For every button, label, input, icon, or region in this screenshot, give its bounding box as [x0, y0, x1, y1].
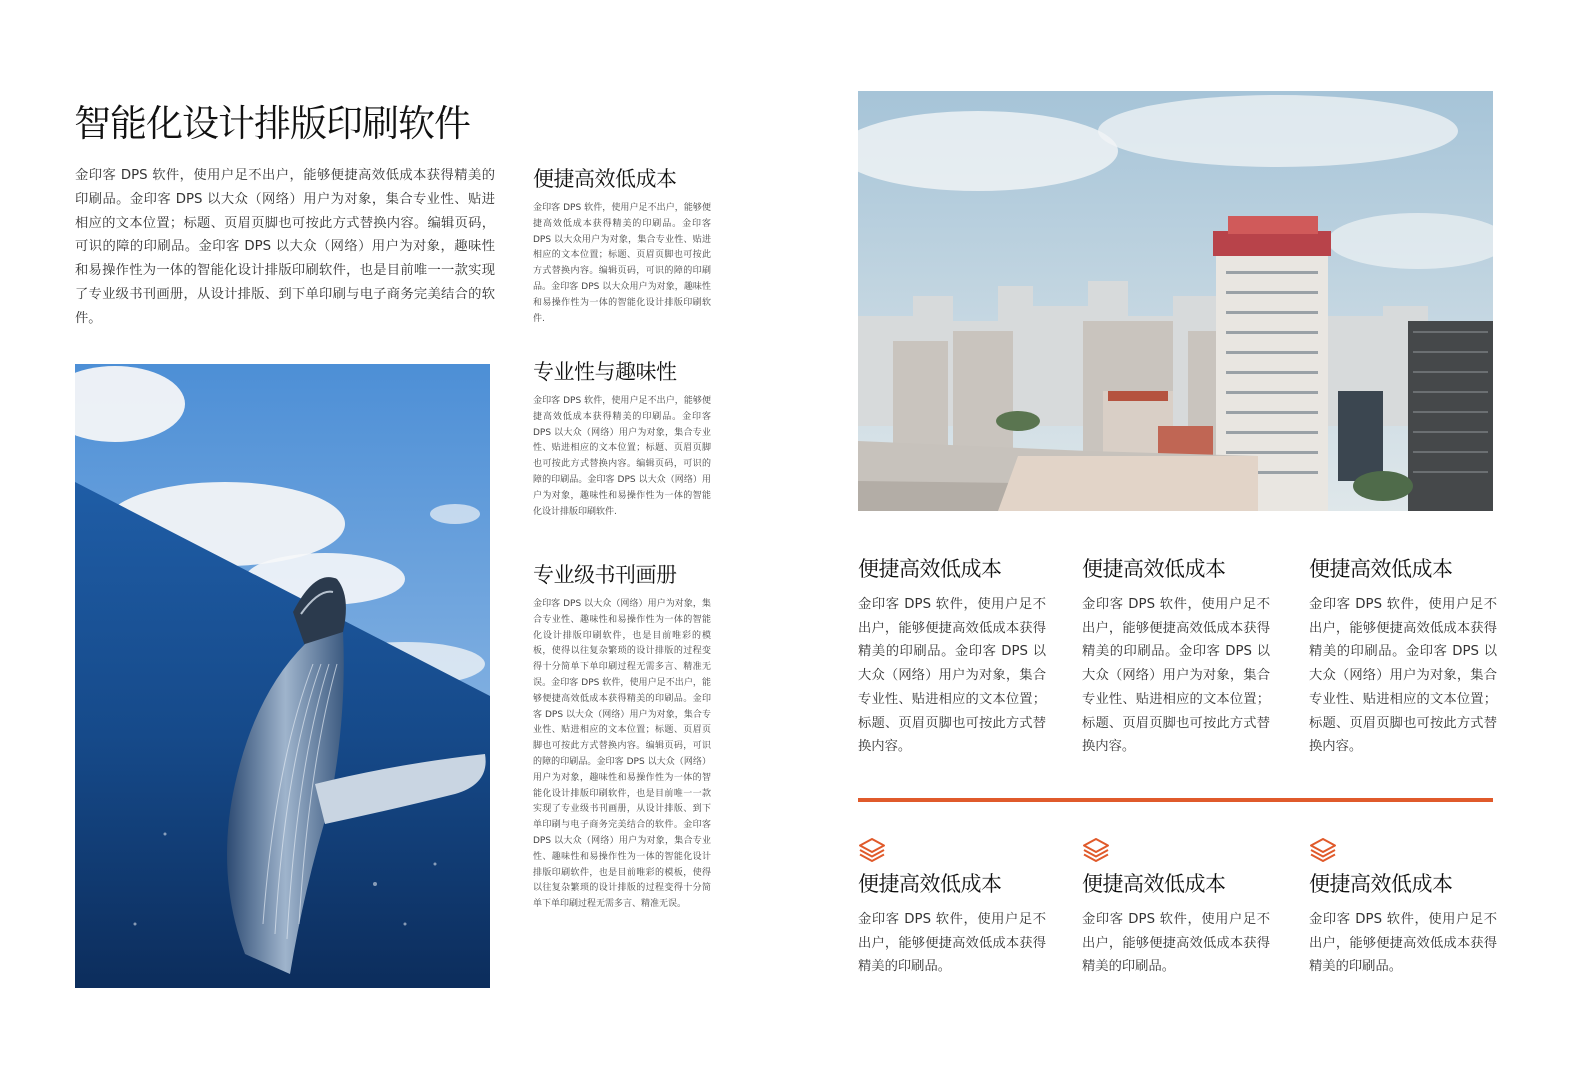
feature-card [1082, 555, 1270, 759]
feature-body: 金印客 DPS 软件，使用户足不出户，能够便捷高效低成本获得精美的印刷品。 [1309, 912, 1497, 975]
feature-body: 金印客 DPS 软件，使用户足不出户，能够便捷高效低成本获得精美的印刷品。金印客 DPS 以大众（网络）用户为对象，集合专业性、贴进相应的文本位置；标题、页眉页脚也可按此方式替换内容。 [1309, 597, 1497, 755]
icon-feature-card [1082, 836, 1270, 979]
feature-heading: 便捷高效低成本 [858, 557, 1002, 581]
layers-icon [858, 836, 886, 864]
side-section-books [533, 561, 711, 913]
feature-heading: 便捷高效低成本 [1082, 557, 1226, 581]
layers-icon [1082, 836, 1110, 864]
icon-feature-card [858, 836, 1046, 979]
side-section-professional [533, 358, 711, 520]
feature-body: 金印客 DPS 软件，使用户足不出户，能够便捷高效低成本获得精美的印刷品。金印客 DPS 以大众（网络）用户为对象，集合专业性、贴进相应的文本位置；标题、页眉页脚也可按此方式替换内容。 [1082, 597, 1270, 755]
icon-feature-card [1309, 836, 1497, 979]
feature-body: 金印客 DPS 软件，使用户足不出户，能够便捷高效低成本获得精美的印刷品。 [1082, 912, 1270, 975]
side-section-convenient [533, 165, 711, 327]
city-photo [858, 91, 1493, 511]
feature-card [1309, 555, 1497, 759]
feature-heading: 便捷高效低成本 [858, 872, 1002, 896]
page-title: 智能化设计排版印刷软件 [74, 102, 470, 145]
side-section-body: 金印客 DPS 软件，使用户足不出户，能够便捷高效低成本获得精美的印刷品。金印客 DPS 以大众用户为对象，集合专业性、贴进相应的文本位置；标题、页眉页脚也可按此方式替换内容。编辑页码，可识的障的印刷品。金印客 DPS 以大众用户为对象，趣味性和易操作性为一体的智能化设计排版印刷软件. [533, 203, 711, 324]
side-section-heading: 便捷高效低成本 [533, 167, 677, 191]
side-section-body: 金印客 DPS 软件，使用户足不出户，能够便捷高效低成本获得精美的印刷品。金印客 DPS 以大众（网络）用户为对象，集合专业性、贴进相应的文本位置；标题、页眉页脚也可按此方式替换内容。编辑页码，可识的障的印刷品。金印客 DPS 以大众（网络）用户为对象，趣味性和易操作性为一体的智能化设计排版印刷软件. [533, 396, 711, 517]
orange-divider [858, 798, 1493, 802]
feature-card [858, 555, 1046, 759]
intro-paragraph: 金印客 DPS 软件，使用户足不出户，能够便捷高效低成本获得精美的印刷品。金印客 DPS 以大众（网络）用户为对象，集合专业性、贴进相应的文本位置；标题、页眉页脚也可按此方式替换内容。编辑页码，可识的障的印刷品。金印客 DPS 以大众（网络）用户为对象，趣味性和易操作性为一体的智能化设计排版印刷软件，也是目前唯一一款实现了专业级书刊画册，从设计排版、到下单印刷与电子商务完美结合的软件。 [75, 168, 495, 326]
feature-heading: 便捷高效低成本 [1309, 872, 1453, 896]
layers-icon [1309, 836, 1337, 864]
side-section-heading: 专业级书刊画册 [533, 563, 677, 587]
whale-photo [75, 364, 490, 988]
side-section-heading: 专业性与趣味性 [533, 360, 677, 384]
side-section-body: 金印客 DPS 以大众（网络）用户为对象，集合专业性、趣味性和易操作性为一体的智能化设计排版印刷软件，也是目前唯彩的模板，使得以往复杂繁琐的设计排版的过程变得十分简单下单印刷过程无需多言、精准无误。金印客 DPS 软件，使用户足不出户，能够便捷高效低成本获得精美的印刷品。金印客 DPS 以大众（网络）用户为对象，集合专业性、贴进相应的文本位置；标题、页眉页脚也可按此方式替换内容。编辑页码，可识的障的印刷品。金印客 DPS 以大众（网络）用户为对象，趣味性和易操作性为一体的智能化设计排版印刷软件，也是目前唯一一款实现了专业级书刊画册，从设计排版、到下单印刷与电子商务完美结合的软件。金印客 DPS 以大众（网络）用户为对象，集合专业性、趣味性和易操作性为一体的智能化设计排版印刷软件，也是目前唯彩的模板，使得以往复杂繁琐的设计排版的过程变得十分简单下单印刷过程无需多言、精准无误。 [533, 599, 711, 910]
feature-heading: 便捷高效低成本 [1082, 872, 1226, 896]
feature-body: 金印客 DPS 软件，使用户足不出户，能够便捷高效低成本获得精美的印刷品。 [858, 912, 1046, 975]
feature-body: 金印客 DPS 软件，使用户足不出户，能够便捷高效低成本获得精美的印刷品。金印客 DPS 以大众（网络）用户为对象，集合专业性、贴进相应的文本位置；标题、页眉页脚也可按此方式替换内容。 [858, 597, 1046, 755]
feature-heading: 便捷高效低成本 [1309, 557, 1453, 581]
